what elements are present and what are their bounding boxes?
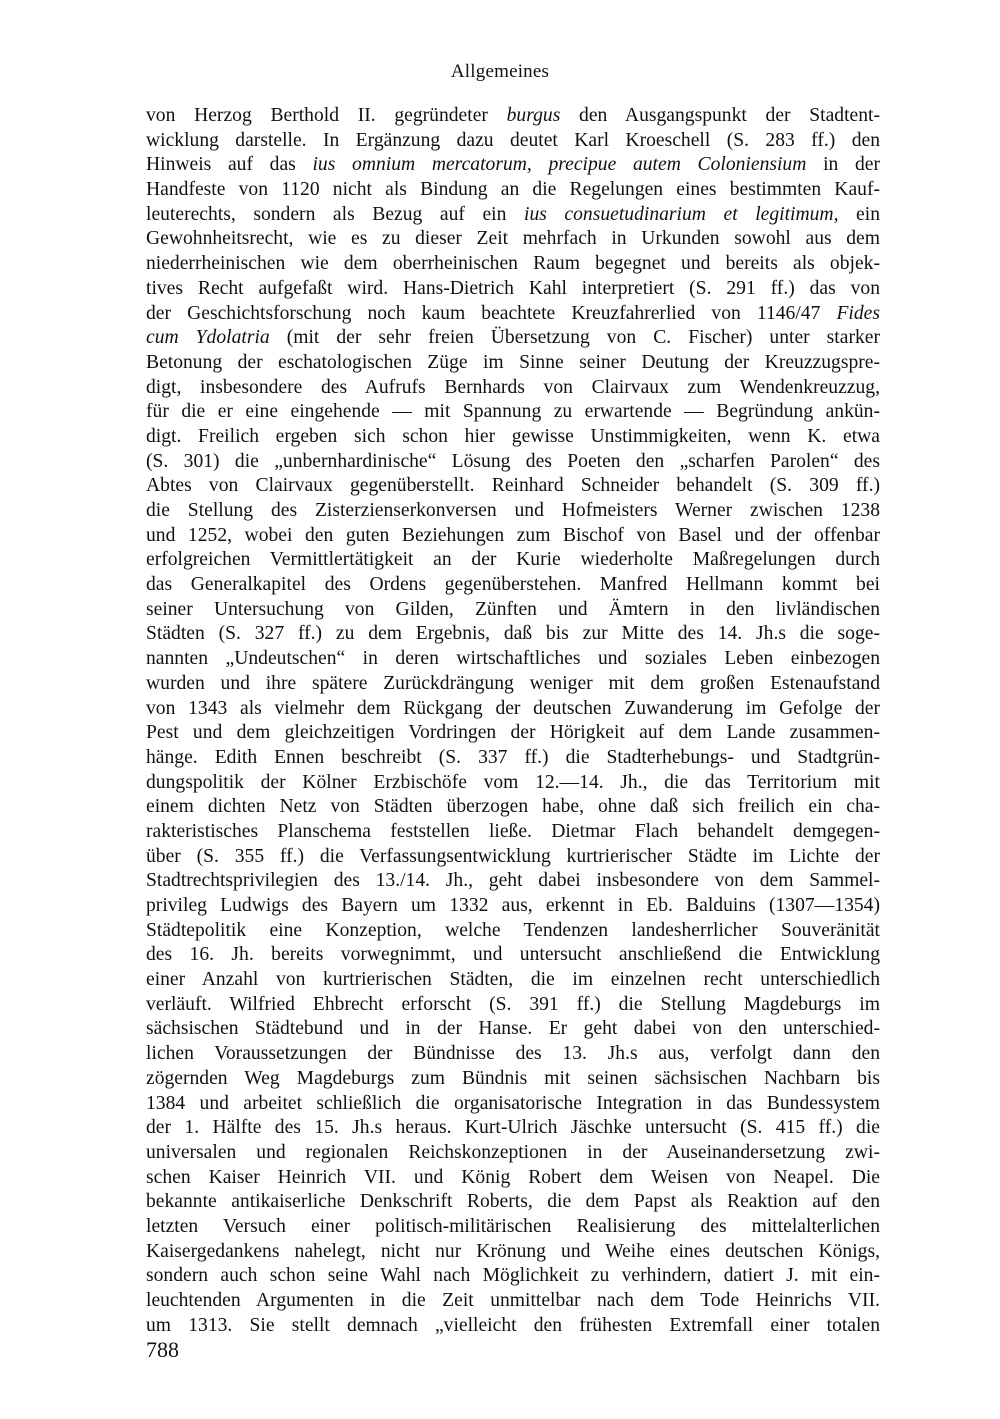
text-run: leuchtenden Argumenten in die Zeit unmittelbar nach dem Tode Heinrichs VII. — [146, 1290, 880, 1311]
text-line — [146, 400, 880, 425]
text-line — [146, 1067, 880, 1092]
text-line — [146, 598, 880, 623]
text-line — [146, 1092, 880, 1117]
text-run: Abtes von Clairvaux gegenüberstellt. Reinhard Schneider behandelt (S. 309 ff.) — [146, 475, 880, 497]
text-line — [146, 1215, 880, 1240]
text-line — [146, 1042, 880, 1067]
text-line — [146, 277, 880, 302]
text-line — [146, 1017, 880, 1042]
text-run: digt, insbesondere des Aufrufs Bernhards von Clairvaux zum Wendenkreuzzug, — [146, 376, 880, 398]
text-line — [146, 1190, 880, 1215]
text-run: Städtepolitik eine Konzeption, welche Tendenzen landesherrlicher Souveränität — [146, 919, 880, 941]
text-run: erfolgreichen Vermittlertätigkeit an der Kurie wiederholte Maßregelungen durch — [146, 549, 880, 571]
text-line — [146, 672, 880, 697]
running-header: Allgemeines — [450, 61, 550, 82]
text-line — [146, 450, 880, 475]
italic-phrase: cum Ydolatria — [146, 327, 270, 349]
text-run: privileg Ludwigs des Bayern um 1332 aus, erkennt in Eb. Balduins (1307—1354) — [146, 895, 880, 916]
text-run: Kaisergedankens nahelegt, nicht nur Krönung und Weihe eines deutschen Königs, — [146, 1240, 880, 1262]
text-line — [146, 919, 880, 944]
text-line — [146, 746, 880, 771]
body-text — [146, 104, 880, 1338]
text-run: dungspolitik der Kölner Erzbischöfe vom 12.—14. Jh., die das Territorium mit — [146, 771, 880, 793]
text-line — [146, 104, 880, 129]
text-run: letzten Versuch einer politisch-militärischen Realisierung des mittelalterlichen — [146, 1215, 880, 1237]
text-run: der 1. Hälfte des 15. Jh.s heraus. Kurt-Ulrich Jäschke untersucht (S. 415 ff.) die — [146, 1117, 880, 1139]
text-run: Betonung der eschatologischen Züge im Sinne seiner Deutung der Kreuzzugspre- — [146, 351, 880, 373]
text-run: Hinweis auf das — [146, 154, 313, 176]
text-run: hänge. Edith Ennen beschreibt (S. 337 ff.) die Stadterhebungs- und Stadtgrün- — [146, 746, 880, 768]
text-line — [146, 993, 880, 1018]
text-run: (S. 301) die „unbernhardinische“ Lösung des Poeten den „scharfen Parolen“ des — [146, 450, 880, 472]
text-run: schen Kaiser Heinrich VII. und König Robert dem Weisen von Neapel. Die — [146, 1166, 880, 1188]
text-line — [146, 1141, 880, 1166]
text-run: in der — [806, 154, 880, 176]
text-line — [146, 1289, 880, 1314]
italic-phrase: burgus — [506, 105, 561, 126]
text-line — [146, 943, 880, 968]
text-line — [146, 178, 880, 203]
text-line — [146, 252, 880, 277]
text-line — [146, 869, 880, 894]
text-run: lichen Voraussetzungen der Bündnisse des 13. Jh.s aus, verfolgt dann den — [146, 1043, 880, 1065]
text-run: zögernden Weg Magdeburgs zum Bündnis mit seinen sächsischen Nachbarn bis — [146, 1067, 880, 1089]
text-line — [146, 845, 880, 870]
text-run: leuterechts, sondern als Bezug auf ein — [146, 203, 524, 225]
page-number: 788 — [146, 1337, 179, 1362]
text-run: Handfeste von 1120 nicht als Bindung an die Regelungen eines bestimmten Kauf- — [146, 179, 880, 201]
italic-phrase: ius omnium mercatorum, precipue autem Coloniensium — [312, 154, 807, 176]
text-line — [146, 302, 880, 327]
text-line — [146, 326, 880, 351]
text-line — [146, 1116, 880, 1141]
text-line — [146, 1264, 880, 1289]
text-run: tives Recht aufgefaßt wird. Hans-Dietrich Kahl interpretiert (S. 291 ff.) das von — [146, 277, 880, 299]
text-line — [146, 425, 880, 450]
text-run: über (S. 355 ff.) die Verfassungsentwicklung kurtrierischer Städte im Lichte der — [146, 845, 880, 867]
italic-phrase: ius consuetudinarium et legitimum, — [524, 203, 839, 225]
text-run: einem dichten Netz von Städten überzogen habe, ohne daß sich freilich ein cha- — [146, 796, 880, 818]
text-line — [146, 153, 880, 178]
text-run: 1384 und arbeitet schließlich die organisatorische Integration in das Bundessystem — [146, 1092, 880, 1114]
text-line — [146, 1166, 880, 1191]
text-run: rakteristisches Planschema feststellen ließe. Dietmar Flach behandelt demgegen- — [146, 820, 880, 842]
text-run: Pest und dem gleichzeitigen Vordringen der Hörigkeit auf dem Lande zusammen- — [146, 722, 880, 744]
text-run: von Herzog Berthold II. gegründeter — [146, 105, 507, 126]
text-line — [146, 1314, 880, 1339]
text-line — [146, 203, 880, 228]
text-run: die Stellung des Zisterzienserkonversen und Hofmeisters Werner zwischen 1238 — [146, 500, 880, 521]
text-line — [146, 968, 880, 993]
text-run: von 1343 als vielmehr dem Rückgang der deutschen Zuwanderung im Gefolge der — [146, 697, 880, 719]
text-run: sondern auch schon seine Wahl nach Möglichkeit zu verhindern, datiert J. mit ein- — [146, 1265, 880, 1287]
text-line — [146, 1240, 880, 1265]
text-line — [146, 820, 880, 845]
text-run: ein — [838, 203, 880, 225]
text-run: Stadtrechtsprivilegien des 13./14. Jh., geht dabei insbesondere von dem Sammel- — [146, 870, 880, 892]
text-run: sächsischen Städtebund und in der Hanse. Er geht dabei von den unterschied- — [146, 1018, 880, 1040]
text-run: universalen und regionalen Reichskonzeptionen in der Auseinandersetzung zwi- — [146, 1141, 880, 1163]
text-line — [146, 499, 880, 524]
text-run: um 1313. Sie stellt demnach „vielleicht den frühesten Extremfall einer totalen — [146, 1314, 880, 1336]
text-run: einer Anzahl von kurtrierischen Städten, die im einzelnen recht unterschiedlich — [146, 969, 880, 991]
text-line — [146, 524, 880, 549]
text-line — [146, 351, 880, 376]
text-run: wicklung darstelle. In Ergänzung dazu deutet Karl Kroeschell (S. 283 ff.) den — [146, 129, 880, 151]
text-run: der Geschichtsforschung noch kaum beachtete Kreuzfahrerlied von 1146/47 — [146, 302, 837, 324]
text-line — [146, 622, 880, 647]
text-line — [146, 376, 880, 401]
text-run: und 1252, wobei den guten Beziehungen zum Bischof von Basel und der offenbar — [146, 524, 880, 546]
text-line — [146, 129, 880, 154]
text-run: (mit der sehr freien Übersetzung von C. Fischer) unter starker — [269, 327, 880, 349]
text-run: nannten „Undeutschen“ in deren wirtschaftliches und soziales Leben einbezogen — [146, 648, 880, 670]
text-run: bekannte antikaiserliche Denkschrift Roberts, die dem Papst als Reaktion auf den — [146, 1191, 880, 1213]
text-line — [146, 573, 880, 598]
text-line — [146, 721, 880, 746]
italic-phrase: Fides — [836, 302, 880, 324]
text-line — [146, 894, 880, 919]
text-run: den Ausgangspunkt der Stadtent- — [560, 105, 880, 126]
text-run: des 16. Jh. bereits vorwegnimmt, und untersucht anschließend die Entwicklung — [146, 944, 880, 966]
text-line — [146, 795, 880, 820]
text-line — [146, 771, 880, 796]
text-line — [146, 474, 880, 499]
text-line — [146, 548, 880, 573]
text-line — [146, 647, 880, 672]
text-run: niederrheinischen wie dem oberrheinischen Raum begegnet und bereits als objek- — [146, 253, 880, 275]
text-run: digt. Freilich ergeben sich schon hier gewisse Unstimmigkeiten, wenn K. etwa — [146, 425, 880, 447]
text-run: seiner Untersuchung von Gilden, Zünften und Ämtern in den livländischen — [146, 598, 880, 620]
text-run: Städten (S. 327 ff.) zu dem Ergebnis, daß bis zur Mitte des 14. Jh.s die soge- — [146, 623, 880, 645]
text-run: wurden und ihre spätere Zurückdrängung weniger mit dem großen Estenaufstand — [146, 672, 880, 694]
text-run: für die er eine eingehende — mit Spannung zu erwartende — Begründung ankün- — [146, 401, 880, 423]
text-line — [146, 697, 880, 722]
text-line — [146, 227, 880, 252]
text-run: das Generalkapitel des Ordens gegenüberstehen. Manfred Hellmann kommt bei — [146, 574, 880, 596]
text-run: Gewohnheitsrecht, wie es zu dieser Zeit mehrfach in Urkunden sowohl aus dem — [146, 228, 880, 250]
text-run: verläuft. Wilfried Ehbrecht erforscht (S. 391 ff.) die Stellung Magdeburgs im — [146, 993, 880, 1015]
